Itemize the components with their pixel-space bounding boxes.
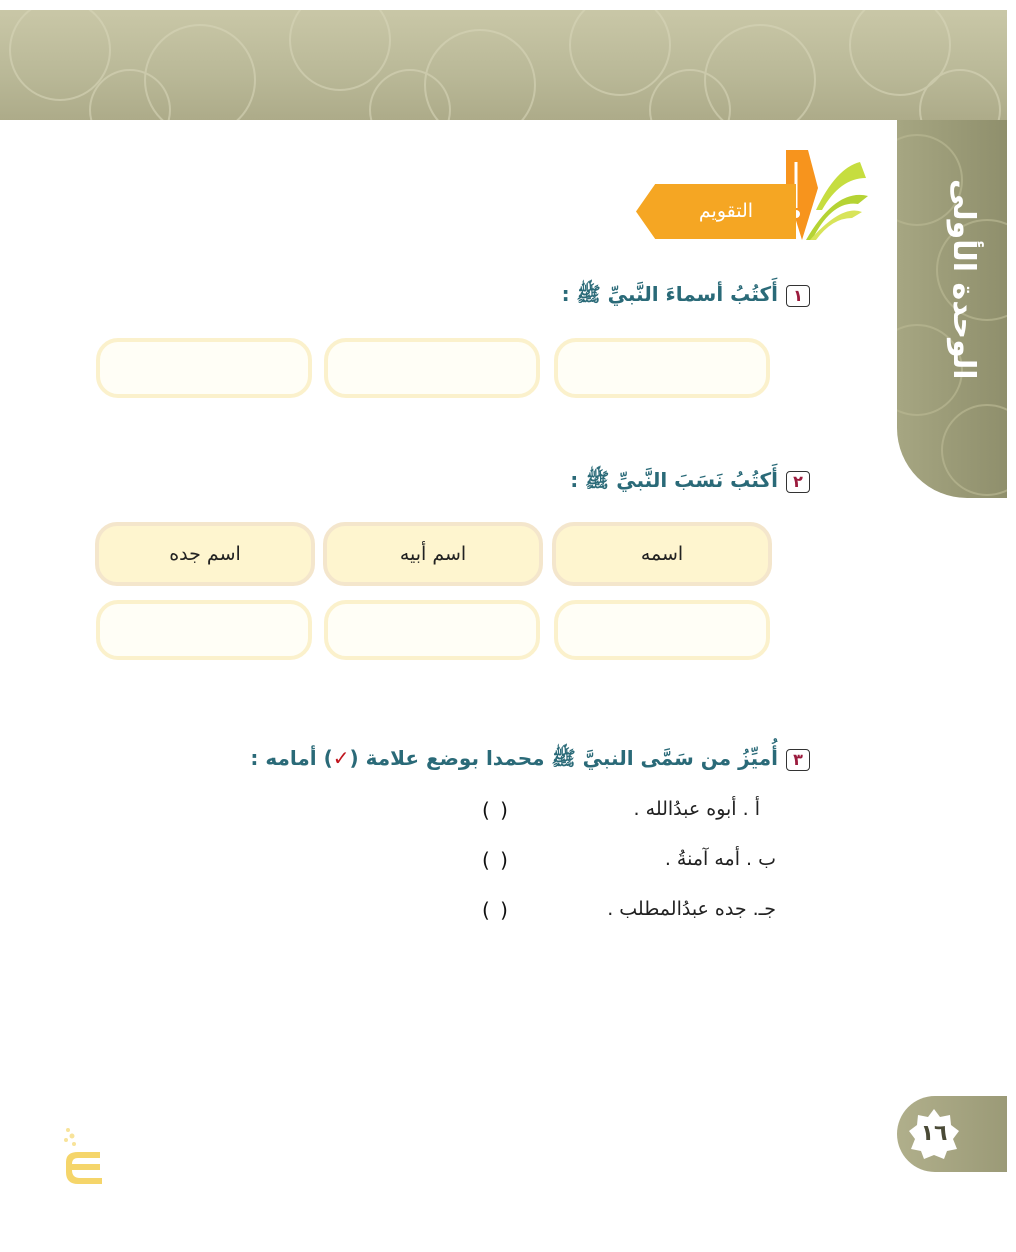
question-text-end: ) أمامه : <box>250 746 333 770</box>
question-text: أَكتُبُ أسماءَ النَّبيِّ ﷺ : <box>561 282 778 306</box>
section-heading <box>636 148 876 244</box>
question-text: أَكتُبُ نَسَبَ النَّبيِّ ﷺ : <box>570 468 778 492</box>
geometric-pattern <box>0 10 1007 120</box>
answer-name[interactable] <box>554 600 770 660</box>
option-c: جـ. جده عبدُالمطلب . <box>607 898 776 920</box>
unit-side-tab <box>897 120 1007 498</box>
publisher-logo-icon <box>60 1122 108 1186</box>
answer-grandfather-name[interactable] <box>96 600 312 660</box>
answer-box-1[interactable] <box>554 338 770 398</box>
question-3 <box>250 746 810 775</box>
question-1 <box>562 282 810 311</box>
unit-title: الوحدة الأولى <box>946 178 981 380</box>
option-b-checkbox[interactable]: ( ) <box>482 848 510 872</box>
header-band <box>0 10 1007 120</box>
answer-box-3[interactable] <box>96 338 312 398</box>
question-2 <box>570 468 810 497</box>
question-text: أُميِّزُ من سَمَّى النبيَّ ﷺ محمدا بوضع علامة ( <box>349 746 778 770</box>
section-label: التقويم <box>698 200 754 222</box>
check-mark-icon: ✓ <box>332 746 350 770</box>
option-a: أ . أبوه عبدُالله . <box>633 798 760 820</box>
page-number-tab <box>897 1096 1007 1172</box>
question-number: ٢ <box>786 471 810 493</box>
answer-box-2[interactable] <box>324 338 540 398</box>
option-c-checkbox[interactable]: ( ) <box>482 898 510 922</box>
header-grandfather-name: اسم جده <box>95 522 315 586</box>
page-number: ١٦ <box>920 1121 948 1146</box>
header-father-name: اسم أبيه <box>323 522 543 586</box>
header-name: اسمه <box>552 522 772 586</box>
option-b: ب . أمه آمنةُ . <box>664 848 776 870</box>
question-number: ٣ <box>786 749 810 771</box>
answer-father-name[interactable] <box>324 600 540 660</box>
question-number: ١ <box>786 285 810 307</box>
option-a-checkbox[interactable]: ( ) <box>482 798 510 822</box>
